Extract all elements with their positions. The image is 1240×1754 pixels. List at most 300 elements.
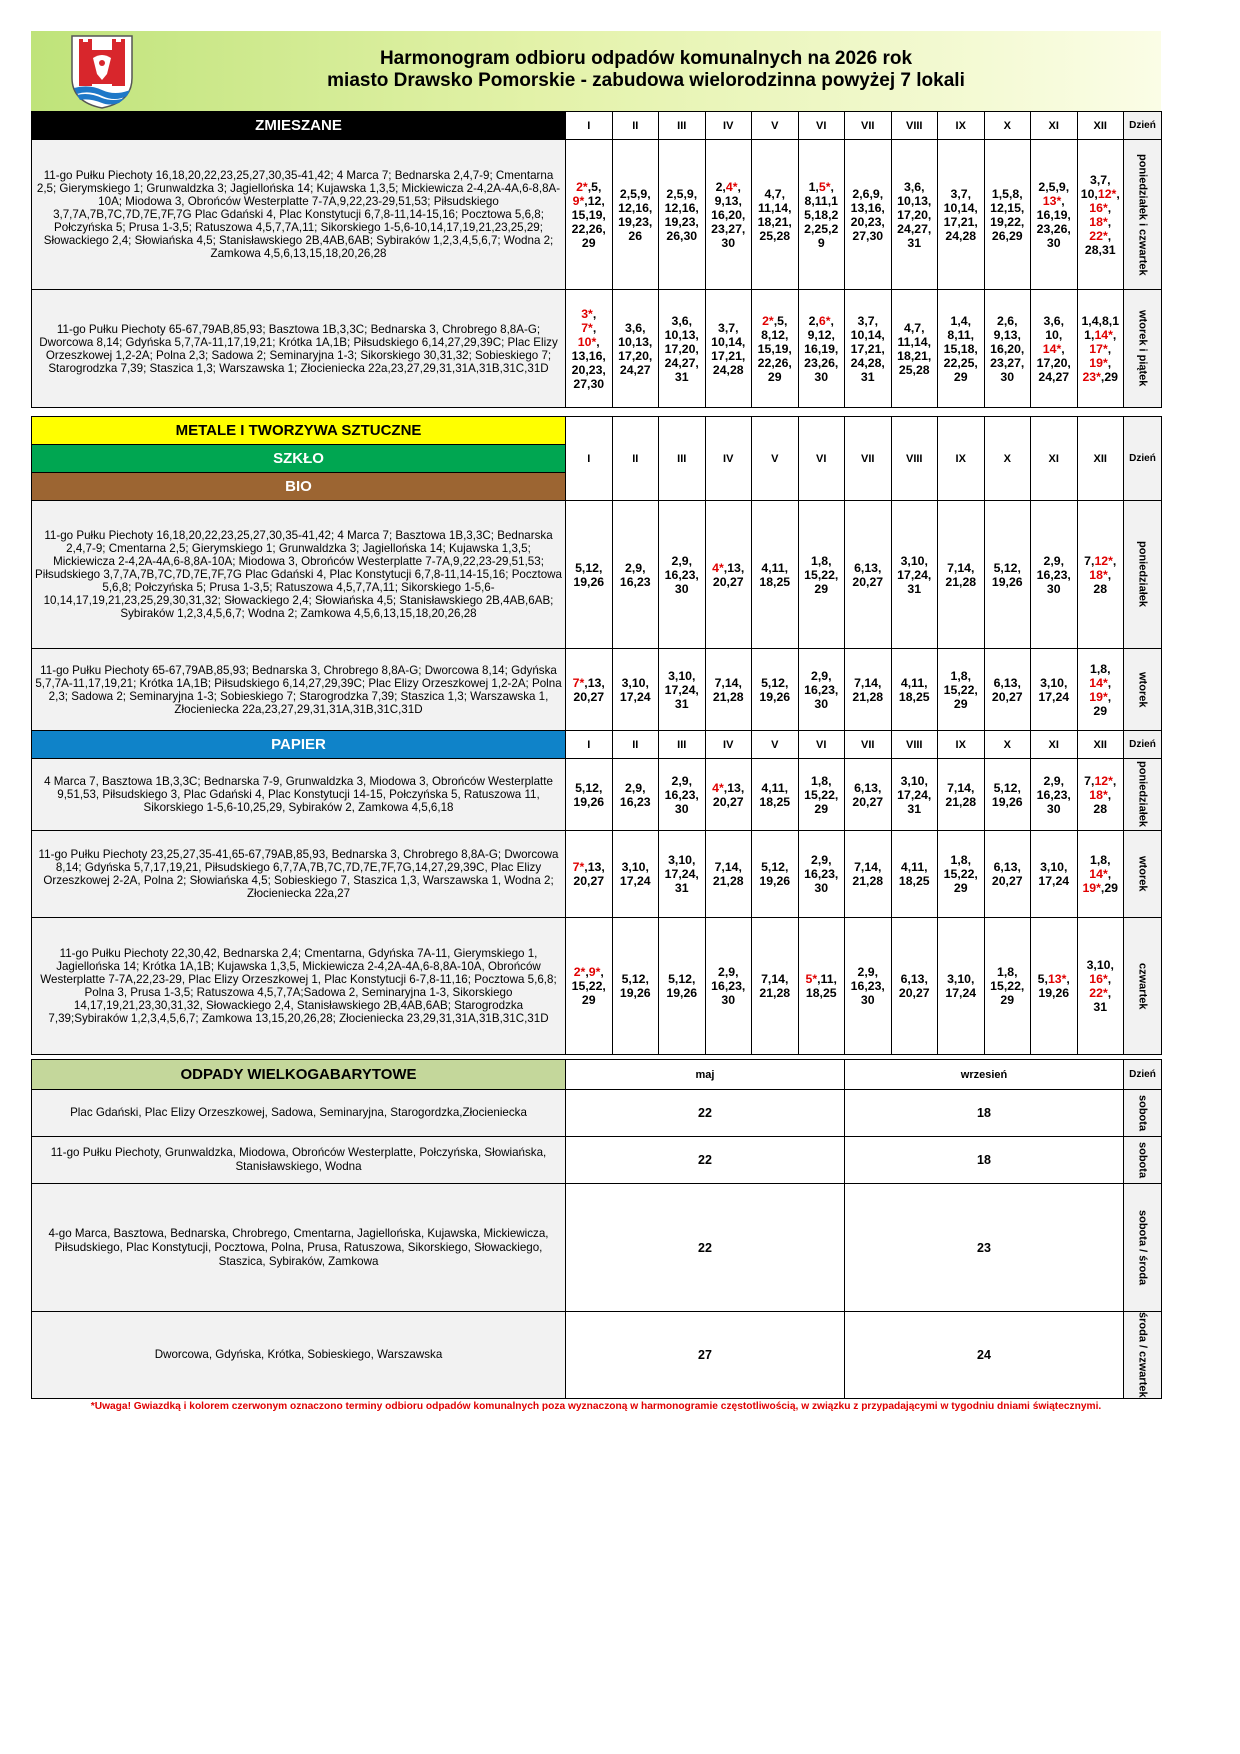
date-text: , bbox=[585, 965, 589, 979]
date-cell bbox=[705, 918, 752, 1055]
date-text: , bbox=[592, 306, 597, 321]
collection-day bbox=[1124, 290, 1162, 408]
date-september: 18 bbox=[845, 1090, 1124, 1137]
month-header: IX bbox=[938, 112, 985, 140]
date-text: 18,21, bbox=[757, 214, 792, 229]
date-text: 20,27 bbox=[712, 574, 744, 589]
date-cell bbox=[845, 649, 892, 731]
date-text: 15,19, bbox=[757, 341, 792, 356]
date-text: 31 bbox=[860, 369, 875, 384]
date-text: 2,9, bbox=[624, 560, 646, 575]
date-text: , bbox=[596, 334, 600, 349]
date-text: 23,27, bbox=[711, 221, 746, 236]
date-cell bbox=[612, 759, 659, 831]
mixed-waste-table bbox=[31, 111, 1162, 408]
date-text: 31 bbox=[907, 235, 922, 250]
month-header: XII bbox=[1077, 731, 1124, 759]
date-text: 19,23, bbox=[664, 214, 699, 229]
date-text: 12,15, bbox=[990, 200, 1025, 215]
date-text: 16,23, bbox=[804, 682, 839, 697]
date-text: 30 bbox=[1000, 369, 1015, 384]
date-cell bbox=[705, 649, 752, 731]
header-banner bbox=[31, 31, 1161, 111]
date-text: 20,27 bbox=[898, 986, 930, 1000]
date-text: 29 bbox=[767, 369, 782, 384]
date-text: 20,27 bbox=[991, 689, 1023, 704]
date-text: 20,27 bbox=[573, 689, 605, 704]
date-text: 30 bbox=[1046, 235, 1061, 250]
date-text: 29 bbox=[953, 369, 968, 384]
date-text: 1,8, bbox=[950, 853, 971, 867]
table-row bbox=[32, 831, 1162, 918]
month-header: XII bbox=[1077, 112, 1124, 140]
date-september: 23 bbox=[845, 1184, 1124, 1312]
date-cell bbox=[1031, 831, 1078, 918]
date-text: 2,9, bbox=[717, 965, 739, 979]
holiday-date: 4* bbox=[712, 780, 724, 795]
date-cell bbox=[891, 918, 938, 1055]
date-text: 9 bbox=[817, 235, 825, 250]
date-text: 20,27 bbox=[712, 794, 744, 809]
date-text: 31 bbox=[674, 881, 689, 895]
date-text: 3,10, bbox=[621, 860, 649, 874]
date-text: 24,28 bbox=[945, 228, 977, 243]
metals-plastics-label: METALE I TWORZYWA SZTUCZNE bbox=[32, 417, 566, 445]
date-text: 3,10, bbox=[668, 853, 696, 867]
date-text: 30 bbox=[860, 993, 875, 1007]
date-text: 17,24, bbox=[664, 867, 699, 881]
date-text: 2,25,2 bbox=[804, 221, 839, 236]
holiday-date: 5* bbox=[805, 972, 818, 986]
date-may: 27 bbox=[566, 1312, 845, 1399]
date-text: 10,14, bbox=[850, 327, 885, 342]
month-header: II bbox=[612, 731, 659, 759]
selective-waste-table bbox=[31, 416, 1162, 1055]
date-text: 30 bbox=[721, 993, 736, 1007]
date-cell bbox=[891, 501, 938, 649]
date-text: 29 bbox=[1000, 993, 1015, 1007]
month-header: IX bbox=[938, 731, 985, 759]
date-text: 10,14, bbox=[943, 200, 978, 215]
date-cell bbox=[1031, 501, 1078, 649]
holiday-date: 19* bbox=[1089, 689, 1108, 704]
date-cell bbox=[566, 140, 613, 290]
date-text: 7,14, bbox=[854, 675, 882, 690]
date-text: 17,20, bbox=[618, 348, 653, 363]
holiday-date: 9* bbox=[572, 193, 585, 208]
month-header: II bbox=[612, 112, 659, 140]
holiday-date: 12* bbox=[1094, 773, 1113, 788]
date-cell bbox=[845, 759, 892, 831]
date-text: 21,28 bbox=[945, 574, 977, 589]
date-text: 15,22, bbox=[943, 867, 978, 881]
date-cell bbox=[984, 649, 1031, 731]
month-header: VII bbox=[845, 112, 892, 140]
date-text: , bbox=[1107, 675, 1112, 690]
date-september: 18 bbox=[845, 1137, 1124, 1184]
date-text: ,29 bbox=[1100, 369, 1119, 384]
date-text: 2,9, bbox=[810, 853, 832, 867]
holiday-date: 9* bbox=[588, 965, 601, 979]
date-text: 9,13, bbox=[993, 327, 1021, 342]
holiday-date: 14* bbox=[1089, 867, 1108, 881]
date-text: 9,13, bbox=[714, 193, 742, 208]
table-row bbox=[32, 1312, 1162, 1399]
table-row bbox=[32, 290, 1162, 408]
date-text: 17,20, bbox=[664, 341, 699, 356]
month-header: X bbox=[984, 112, 1031, 140]
date-text: 13,16, bbox=[850, 200, 885, 215]
table-row bbox=[32, 140, 1162, 290]
date-text: 16,23, bbox=[664, 567, 699, 582]
date-text: 8,11,1 bbox=[804, 193, 838, 208]
date-text: 15,22, bbox=[990, 979, 1025, 993]
date-cell bbox=[752, 831, 799, 918]
table-row bbox=[32, 1184, 1162, 1312]
collection-day-label: poniedziałek i czwartek bbox=[1136, 153, 1149, 276]
date-text: 2,5,9, bbox=[666, 186, 698, 201]
date-text: 16,23, bbox=[1036, 787, 1071, 802]
date-text: 18,21, bbox=[897, 348, 932, 363]
date-text: 7,14, bbox=[854, 860, 882, 874]
date-cell bbox=[938, 831, 985, 918]
date-text: 4,11, bbox=[761, 560, 789, 575]
date-text: 5,12, bbox=[575, 560, 603, 575]
date-text: 19,26 bbox=[991, 574, 1023, 589]
date-text: 2,9, bbox=[857, 965, 878, 979]
date-text: 2,9, bbox=[1043, 553, 1064, 568]
holiday-date: 2* bbox=[573, 965, 586, 979]
table-row bbox=[32, 1090, 1162, 1137]
date-text: 26 bbox=[628, 228, 643, 243]
date-text: 2,6,9, bbox=[852, 186, 884, 201]
street-list: 11-go Pułku Piechoty 23,25,27,35-41,65-67,79AB,85,93, Bednarska 3, Chrobrego 8,8A-G; Dworcowa 8,14; Gdyńska 5,7,17,19,21, Piłsudskiego 6,7,7A,7B,7C,7D,7E,7F,7G,14,27,29,39C, Plac Elizy Orzeszkowej 2-2A, Polna 2; Słowiańska 4,5; Sobieskiego 7, Staszica 1,3, Warszawska 1, Wodna 2; Złocieniecka 22a,27 bbox=[32, 831, 566, 918]
date-cell bbox=[798, 831, 845, 918]
collection-day-label: wtorek bbox=[1136, 856, 1149, 892]
date-text: 15,19, bbox=[571, 207, 606, 222]
date-cell bbox=[845, 918, 892, 1055]
date-cell bbox=[1031, 290, 1078, 408]
date-cell bbox=[1077, 290, 1124, 408]
holiday-date: 22* bbox=[1089, 228, 1108, 243]
date-text: ,13, bbox=[723, 780, 745, 795]
date-text: 7,14, bbox=[761, 972, 789, 986]
date-text: ,11, bbox=[817, 972, 837, 986]
month-header: IV bbox=[705, 731, 752, 759]
date-text: 2, bbox=[808, 313, 819, 328]
date-text: 2,9, bbox=[1043, 773, 1064, 788]
title-line-1: Harmonogram odbioru odpadów komunalnych na 2026 rok bbox=[379, 48, 913, 69]
coat-of-arms-logo bbox=[69, 34, 135, 110]
date-text: 4,7, bbox=[764, 186, 785, 201]
street-list: 11-go Pułku Piechoty 16,18,20,22,23,25,27,30,35-41,42; 4 Marca 7; Basztowa 1B,3,3C; Bednarska 2,4,7-9; Cmentarna 2,5; Gierymskiego 1; Grunwaldzka 3; Jagiellońska 14; Kujawska 1,3,5; Mickiewicza 2-4,2A-4A,6-8,8A-10A; Miodowa 3, Obrońców Westerplatte 7-7A,9,22,23-29,51,53; Piłsudskiego 3,7,7A,7B,7C,7D,7E,7F,7G Plac Gdański 4, Plac Konstytucji 6,7,8-11,14-15,16; Pocztowa 5,6,8; Połczyńska 5; Prusa 1-3,5; Ratuszowa 4,5,7,7A,11; Sikorskiego 1-5,6-10,14,17,19,21,23,25,29,30,31,32; Słowackiego 2,4; Słowiańska 4,5; Stanisławskiego 2B,4AB,6AB; Sybiraków 1,2,3,4,5,6,7; Wodna 2; Zamkowa 4,5,6,13,15,18,20,26,28 bbox=[32, 501, 566, 649]
street-list: 11-go Pułku Piechoty 65-67,79AB,85,93; Basztowa 1B,3,3C; Bednarska 3, Chrobrego 8,8A-G; Dworcowa 8,14; Gdyńska 5,7,7A-11,17,19,21; Krótka 1A,1B; Piłsudskiego 6,14,27,29,39C; Plac Elizy Orzeszkowej 1,2-2A; Polna 2,3; Sadowa 2; Seminaryjna 1-3; Sikorskiego 30,31,32; Sobieskiego 7; Starogrodzka 7,39; Staszica 1,3; Warszawska 1; Złocieniecka 22a,23,27,29,31,31A,31B,31C,31D bbox=[32, 290, 566, 408]
date-text: 1,8, bbox=[1089, 661, 1111, 676]
date-text: 19,26 bbox=[759, 874, 791, 888]
date-text: 26,30 bbox=[666, 228, 698, 243]
date-text: , bbox=[1107, 972, 1112, 986]
date-text: 3,10, bbox=[947, 972, 975, 986]
date-may: 22 bbox=[566, 1184, 845, 1312]
date-text: 24,27 bbox=[1038, 369, 1070, 384]
date-cell bbox=[659, 501, 706, 649]
date-text: , bbox=[1107, 214, 1112, 229]
date-text: 18,25 bbox=[759, 574, 791, 589]
month-header: IV bbox=[705, 112, 752, 140]
date-cell bbox=[1077, 831, 1124, 918]
date-text: 19,26 bbox=[619, 986, 651, 1000]
date-text: 24,27, bbox=[664, 355, 699, 370]
date-text: 31 bbox=[907, 801, 922, 816]
street-list: Plac Gdański, Plac Elizy Orzeszkowej, Sadowa, Seminaryjna, Starogordzka,Złocieniecka bbox=[32, 1090, 566, 1137]
date-text: 10,14, bbox=[711, 334, 746, 349]
day-header: Dzień bbox=[1124, 731, 1162, 759]
date-text: 6,13, bbox=[993, 675, 1021, 690]
date-text: 30 bbox=[814, 369, 829, 384]
table-row bbox=[32, 501, 1162, 649]
date-cell bbox=[1077, 649, 1124, 731]
holiday-date: 6* bbox=[818, 313, 831, 328]
month-header: VIII bbox=[891, 731, 938, 759]
date-text: 23,27, bbox=[990, 355, 1025, 370]
holiday-date: 16* bbox=[1089, 972, 1108, 986]
date-text: 4,11, bbox=[900, 860, 928, 874]
date-text: 30 bbox=[721, 235, 736, 250]
date-text: 18,25 bbox=[898, 689, 930, 704]
collection-day bbox=[1124, 1184, 1162, 1312]
month-header: I bbox=[566, 112, 613, 140]
collection-day-label: sobota / środa bbox=[1136, 1209, 1149, 1286]
month-header: III bbox=[659, 112, 706, 140]
date-text: 24,27 bbox=[619, 362, 651, 377]
street-list: 11-go Pułku Piechoty 16,18,20,22,23,25,27,30,35-41,42; 4 Marca 7; Bednarska 2,4,7-9; Cmentarna 2,5; Gierymskiego 1; Grunwaldzka 3; Jagiellońska 14; Kujawska 1,3,5; Mickiewicza 2-4,2A-4A,6-8,8A-10A; Miodowa 3, Obrońców Westerplatte 7-7A,9,22,23-29,51,53; Piłsudskiego 3,7,7A,7B,7C,7D,7E,7F,7G Plac Gdański 4, Plac Konstytucji 6,7,8-11,14-15,16; Pocztowa 5,6,8; Połczyńska 5; Prusa 1-3,5; Ratuszowa 4,5,7,7A,11; Sikorskiego 1-5,6-10,14,17,19,21,23,25,29; Słowackiego 2,4; Słowiańska 4,5; Stanisławskiego 2B,4AB,6AB; Sybiraków 1,2,3,4,5,6,7; Wodna 2; Zamkowa 4,5,6,13,15,18,20,26,28 bbox=[32, 140, 566, 290]
date-text: , bbox=[830, 313, 834, 328]
collection-day-label: wtorek bbox=[1136, 671, 1149, 708]
date-text: 16,19, bbox=[1036, 207, 1071, 222]
date-text: 30 bbox=[814, 881, 829, 895]
date-text: 21,28 bbox=[712, 689, 744, 704]
collection-day bbox=[1124, 501, 1162, 649]
holiday-date: 2* bbox=[762, 313, 774, 328]
date-text: , bbox=[1061, 341, 1065, 356]
date-cell bbox=[705, 831, 752, 918]
holiday-date: 12* bbox=[1094, 553, 1113, 568]
date-cell bbox=[659, 918, 706, 1055]
date-cell bbox=[798, 501, 845, 649]
date-text: , bbox=[592, 320, 597, 335]
date-text: 11,14, bbox=[897, 334, 931, 349]
date-text: 10, bbox=[1045, 327, 1063, 342]
date-text: , bbox=[1107, 200, 1112, 215]
date-text: ,13, bbox=[723, 560, 745, 575]
date-cell bbox=[938, 649, 985, 731]
date-text: 30 bbox=[674, 801, 689, 816]
collection-day-label: czwartek bbox=[1136, 962, 1149, 1010]
date-text: 17,24, bbox=[897, 567, 932, 582]
holiday-date: 18* bbox=[1089, 214, 1108, 229]
date-text: 10,13, bbox=[618, 334, 653, 349]
date-text: 2, bbox=[715, 179, 726, 194]
date-cell bbox=[752, 501, 799, 649]
month-header: V bbox=[752, 112, 799, 140]
date-text: 17,24, bbox=[664, 682, 699, 697]
date-text: 6,13, bbox=[900, 972, 928, 986]
date-text: 5, bbox=[1037, 972, 1048, 986]
date-text: 3,10, bbox=[1086, 958, 1114, 972]
month-header: II bbox=[612, 417, 659, 501]
date-text: 20,27 bbox=[573, 874, 605, 888]
date-text: 17,21, bbox=[711, 348, 746, 363]
date-cell bbox=[705, 290, 752, 408]
date-text: 5,18,2 bbox=[804, 207, 839, 222]
date-cell bbox=[1077, 918, 1124, 1055]
month-header: X bbox=[984, 731, 1031, 759]
date-text: 18,25 bbox=[898, 874, 930, 888]
date-text: 24,28 bbox=[712, 362, 744, 377]
date-cell bbox=[705, 501, 752, 649]
date-text: 19,26 bbox=[666, 986, 698, 1000]
collection-day bbox=[1124, 759, 1162, 831]
holiday-date: 18* bbox=[1089, 787, 1108, 802]
date-text: 21,28 bbox=[852, 689, 884, 704]
date-text: 3,7, bbox=[717, 320, 739, 335]
street-list: 11-go Pułku Piechoty, Grunwaldzka, Miodowa, Obrońców Westerplatte, Połczyńska, Słowiańska, Stanisławskiego, Wodna bbox=[32, 1137, 566, 1184]
month-header: VII bbox=[845, 417, 892, 501]
date-text: , bbox=[1107, 355, 1112, 370]
date-text: 19,22, bbox=[990, 214, 1025, 229]
date-cell bbox=[659, 759, 706, 831]
title-line-2: miasto Drawsko Pomorskie - zabudowa wielorodzinna powyżej 7 lokali bbox=[327, 70, 965, 91]
date-cell bbox=[752, 290, 799, 408]
holiday-date: 16* bbox=[1089, 200, 1108, 215]
date-text: 29 bbox=[581, 235, 596, 250]
holiday-date: 10* bbox=[577, 334, 597, 349]
street-list: 11-go Pułku Piechoty 22,30,42, Bednarska 2,4; Cmentarna, Gdyńska 7A-11, Gierymskiego 1, Jagiellońska 14; Krótka 1A,1B; Kujawska 1,3,5, Mickiewicza 2-4,2A-4A,6-8,8A-10A, Obrońców Westerplatte 7-7A,22,23-29, Plac Elizy Orzeszkowej 1, Plac Konstytucji 6-7,8-11,16; Pocztowa 5,6,8; Polna 3, Prusa 1-3,5; Ratuszowa 4,5,7,7A;Sadowa 2, Seminaryjna 1-3, Sikorskiego 14,17,19,21,23,30,31,32, Słowackiego 2,4, Stanisławskiego 2B,4AB,6AB; Starogrodzka 7,39;Sybiraków 1,2,3,4,5,6,7; Zamkowa 13,15,20,26,28; Złocieniecka 23,29,31,31A,31B,31C,31D bbox=[32, 918, 566, 1055]
date-text: , bbox=[1107, 867, 1112, 881]
date-text: 6,13, bbox=[854, 560, 882, 575]
date-text: 19,26 bbox=[759, 689, 791, 704]
street-list: Dworcowa, Gdyńska, Krótka, Sobieskiego, Warszawska bbox=[32, 1312, 566, 1399]
date-text: , bbox=[1061, 193, 1065, 208]
date-text: 29 bbox=[1093, 703, 1108, 718]
month-header: I bbox=[566, 417, 613, 501]
date-text: 21,28 bbox=[759, 986, 791, 1000]
date-text: 19,26 bbox=[573, 794, 605, 809]
date-text: ,29 bbox=[1100, 881, 1119, 895]
date-text: 5,12, bbox=[993, 560, 1021, 575]
date-text: 28 bbox=[1093, 801, 1108, 816]
date-text: 19,26 bbox=[1038, 986, 1070, 1000]
holiday-date: 7* bbox=[572, 860, 585, 874]
date-text: 4,7, bbox=[903, 320, 925, 335]
date-cell bbox=[612, 290, 659, 408]
collection-day bbox=[1124, 918, 1162, 1055]
date-cell bbox=[984, 759, 1031, 831]
date-text: , bbox=[1107, 567, 1112, 582]
date-text: 27,30 bbox=[573, 376, 605, 391]
date-cell bbox=[612, 831, 659, 918]
date-text: 3,10, bbox=[900, 773, 928, 788]
date-cell bbox=[1031, 759, 1078, 831]
date-text: 5,12, bbox=[621, 972, 649, 986]
date-september: 24 bbox=[845, 1312, 1124, 1399]
date-cell bbox=[566, 759, 613, 831]
date-cell bbox=[659, 290, 706, 408]
date-text: 3,7, bbox=[950, 186, 971, 201]
date-text: 3,7, bbox=[857, 313, 878, 328]
collection-day-label: środa / czwartek bbox=[1136, 1312, 1149, 1398]
month-header: X bbox=[984, 417, 1031, 501]
date-text: 19,26 bbox=[573, 574, 605, 589]
date-cell bbox=[938, 918, 985, 1055]
date-cell bbox=[891, 140, 938, 290]
street-list: 4-go Marca, Basztowa, Bednarska, Chrobrego, Cmentarna, Jagiellońska, Kujawska, Mickiewicza, Piłsudskiego, Plac Konstytucji, Pocztowa, Polna, Prusa, Ratuszowa, Sikorskiego, Słowackiego, Staszica, Sybiraków, Zamkowa bbox=[32, 1184, 566, 1312]
date-text: 3,7, bbox=[1089, 172, 1111, 187]
date-text: 22,26, bbox=[571, 221, 606, 236]
date-text: 31 bbox=[674, 369, 689, 384]
holiday-note: *Uwaga! Gwiazdką i kolorem czerwonym oznaczono terminy odbioru odpadów komunalnych poza wyznaczoną w harmonogramie częstotliwością, w związku z przypadającymi w tygodniu dniami świątecznymi. bbox=[90, 1400, 1102, 1412]
month-header: XI bbox=[1031, 731, 1078, 759]
month-header: VIII bbox=[891, 112, 938, 140]
date-text: 2,9, bbox=[671, 773, 692, 788]
date-cell bbox=[891, 759, 938, 831]
date-text: 3,10, bbox=[621, 675, 649, 690]
date-text: 15,22, bbox=[943, 682, 978, 697]
collection-day-label: wtorek i piątek bbox=[1136, 310, 1149, 387]
date-text: 30 bbox=[1046, 581, 1061, 596]
date-cell bbox=[659, 649, 706, 731]
date-text: 22,26, bbox=[757, 355, 792, 370]
holiday-date: 19* bbox=[1089, 355, 1108, 370]
month-header: VIII bbox=[891, 417, 938, 501]
month-header: XI bbox=[1031, 112, 1078, 140]
date-text: 3,10, bbox=[900, 553, 928, 568]
date-cell bbox=[705, 140, 752, 290]
date-cell bbox=[566, 649, 613, 731]
month-header-september: wrzesień bbox=[845, 1060, 1124, 1090]
month-header: VI bbox=[798, 112, 845, 140]
collection-day bbox=[1124, 1312, 1162, 1399]
holiday-date: 2* bbox=[576, 179, 588, 194]
date-text: 2,5,9, bbox=[619, 186, 651, 201]
date-text: 17,24 bbox=[945, 986, 977, 1000]
date-text: ,5, bbox=[773, 313, 788, 328]
date-text: 22,25, bbox=[943, 355, 978, 370]
holiday-date: 23* bbox=[1082, 369, 1101, 384]
date-text: 7,14, bbox=[714, 860, 742, 874]
date-text: 25,28 bbox=[898, 362, 930, 377]
date-text: 4,11, bbox=[900, 675, 928, 690]
date-text: 29 bbox=[814, 801, 829, 816]
date-text: 26,29 bbox=[991, 228, 1023, 243]
date-cell bbox=[566, 501, 613, 649]
date-text: 6,13, bbox=[993, 860, 1021, 874]
date-cell bbox=[566, 918, 613, 1055]
date-text: 21,28 bbox=[945, 794, 977, 809]
date-text: 20,27 bbox=[991, 874, 1023, 888]
date-cell bbox=[798, 759, 845, 831]
date-text: 3,10, bbox=[668, 668, 696, 683]
date-text: 12,16, bbox=[664, 200, 699, 215]
date-cell bbox=[566, 831, 613, 918]
date-cell bbox=[891, 649, 938, 731]
date-cell bbox=[566, 290, 613, 408]
date-text: 1,4,8,1 bbox=[1081, 313, 1120, 328]
date-text: 31 bbox=[1093, 1000, 1108, 1014]
date-cell bbox=[798, 290, 845, 408]
date-cell bbox=[1031, 649, 1078, 731]
holiday-date: 14* bbox=[1094, 327, 1113, 342]
